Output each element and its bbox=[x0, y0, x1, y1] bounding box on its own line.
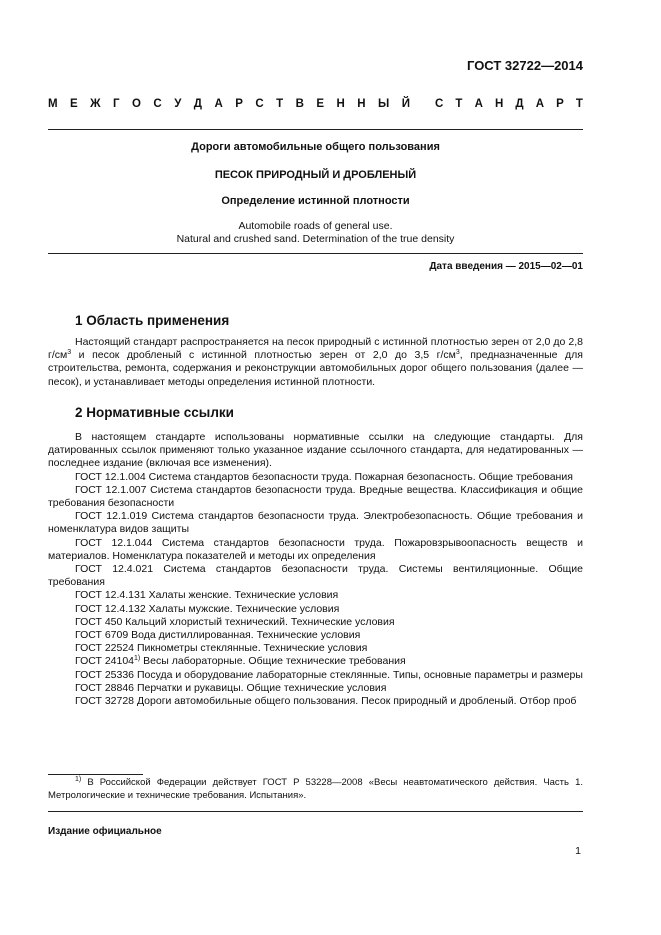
banner-letter: Ы bbox=[378, 98, 390, 110]
banner-letter: С bbox=[435, 98, 444, 110]
divider-middle bbox=[48, 253, 583, 254]
reference-item: ГОСТ 32728 Дороги автомобильные общего пользования. Песок природный и дробленый. Отбор проб bbox=[75, 695, 577, 708]
divider-bottom bbox=[48, 811, 583, 812]
section-2-heading: 2 Нормативные ссылки bbox=[75, 405, 234, 420]
footnote-mark: 1) bbox=[75, 776, 82, 783]
text-run: Настоящий стандарт распространяется на песок природный с истинной плотностью зерен от 2,0 до 2,8 г/см bbox=[48, 336, 583, 362]
reference-item: ГОСТ 28846 Перчатки и рукавицы. Общие технические условия bbox=[75, 681, 387, 694]
footnote-reference: 1) bbox=[134, 655, 141, 663]
reference-item: ГОСТ 6709 Вода дистиллированная. Технические условия bbox=[75, 629, 361, 642]
banner-letter: Д bbox=[515, 98, 524, 110]
reference-item: ГОСТ 12.4.131 Халаты женские. Технические условия bbox=[75, 589, 339, 602]
title-line-2: ПЕСОК ПРИРОДНЫЙ И ДРОБЛЕНЫЙ bbox=[214, 169, 417, 181]
superscript: 3 bbox=[67, 349, 72, 357]
banner-letter: Д bbox=[193, 98, 202, 110]
text-run: , предназначенные для строительства, ремонта, содержания и реконструкции автомобильных дорог общего пользования (далее — песок), и устанавливает методы определения истинной плотности. bbox=[48, 349, 583, 388]
banner-letter: Н bbox=[357, 98, 366, 110]
section-2-intro: В настоящем стандарте использованы нормативные ссылки на следующие стандарты. Для датированных ссылок применяют только указанное издание ссылочного стандарта, для недатированных — последнее издание (включая все изменения). bbox=[48, 431, 583, 470]
footnote-separator bbox=[48, 774, 143, 775]
reference-item: ГОСТ 25336 Посуда и оборудование лабораторные стеклянные. Типы, основные параметры и размеры bbox=[75, 668, 583, 681]
banner-letter: Т bbox=[276, 98, 284, 110]
section-1-heading: 1 Область применения bbox=[75, 313, 230, 328]
official-edition-label: Издание официальное bbox=[48, 826, 162, 837]
page-number: 1 bbox=[575, 845, 581, 857]
standard-type-banner bbox=[48, 98, 583, 110]
banner-letter: В bbox=[295, 98, 304, 110]
banner-letter: Й bbox=[401, 98, 410, 110]
footnote bbox=[48, 777, 583, 802]
banner-letter: Е bbox=[316, 98, 325, 110]
footnote-text: В Российской Федерации действует ГОСТ Р 53228—2008 «Весы неавтоматического действия. Часть 1. Метрологические и технические требования. Испытания». bbox=[48, 777, 583, 801]
banner-letter: Р bbox=[556, 98, 564, 110]
reference-item-24104 bbox=[48, 655, 583, 668]
banner-letter: Е bbox=[70, 98, 78, 110]
reference-item: ГОСТ 22524 Пикнометры стеклянные. Технические условия bbox=[75, 642, 368, 655]
document-code: ГОСТ 32722—2014 bbox=[467, 58, 583, 73]
title-line-3: Определение истинной плотности bbox=[221, 195, 410, 207]
banner-letter: Н bbox=[494, 98, 504, 110]
reference-item: ГОСТ 12.1.004 Система стандартов безопасности труда. Пожарная безопасность. Общие требования bbox=[75, 470, 573, 483]
banner-letter: А bbox=[474, 98, 483, 110]
banner-letter: Ж bbox=[90, 98, 101, 110]
text-run: и песок дробленый с истинной плотностью зерен от 2,0 до 3,5 г/см bbox=[71, 349, 456, 362]
banner-letter: М bbox=[48, 98, 58, 110]
english-title bbox=[48, 220, 583, 246]
banner-letter: С bbox=[153, 98, 162, 110]
english-title-line-2: Natural and crushed sand. Determination of the true density bbox=[176, 233, 455, 245]
banner-letter: С bbox=[255, 98, 264, 110]
reference-item: ГОСТ 12.1.044 Система стандартов безопасности труда. Пожаровзрывоопасность веществ и материалов. Номенклатура показателей и методы их определения bbox=[48, 536, 583, 562]
banner-letter: Т bbox=[455, 98, 463, 110]
banner-letter: Т bbox=[575, 98, 583, 110]
introduction-date: Дата введения — 2015—02—01 bbox=[429, 261, 583, 272]
section-1-body bbox=[48, 336, 583, 389]
section-2-body bbox=[48, 431, 583, 708]
banner-letter: Н bbox=[336, 98, 345, 110]
english-title-line-1: Automobile roads of general use. bbox=[238, 220, 393, 232]
banner-letter: Р bbox=[235, 98, 243, 110]
reference-item: ГОСТ 450 Кальций хлористый технический. Технические условия bbox=[75, 615, 395, 628]
banner-word-interstate bbox=[48, 98, 410, 110]
reference-item: ГОСТ 12.4.021 Система стандартов безопасности труда. Системы вентиляционные. Общие требования bbox=[48, 563, 583, 589]
banner-letter: А bbox=[214, 98, 223, 110]
banner-word-standard bbox=[435, 98, 583, 110]
section-1-paragraph bbox=[48, 336, 583, 389]
banner-letter: О bbox=[132, 98, 141, 110]
divider-top bbox=[48, 129, 583, 130]
banner-letter: А bbox=[535, 98, 545, 110]
reference-item: ГОСТ 12.4.132 Халаты мужские. Технические условия bbox=[75, 602, 340, 615]
superscript: 3 bbox=[455, 349, 460, 357]
banner-letter: У bbox=[174, 98, 182, 110]
text-run: ГОСТ 24104 bbox=[75, 655, 135, 668]
text-run: Весы лабораторные. Общие технические требования bbox=[140, 655, 406, 668]
title-line-1: Дороги автомобильные общего пользования bbox=[191, 141, 440, 153]
reference-item: ГОСТ 12.1.019 Система стандартов безопасности труда. Электробезопасность. Общие требования и номенклатура видов защиты bbox=[48, 510, 583, 536]
banner-letter: Г bbox=[113, 98, 120, 110]
reference-item: ГОСТ 12.1.007 Система стандартов безопасности труда. Вредные вещества. Классификация и общие требования безопасности bbox=[48, 483, 583, 510]
